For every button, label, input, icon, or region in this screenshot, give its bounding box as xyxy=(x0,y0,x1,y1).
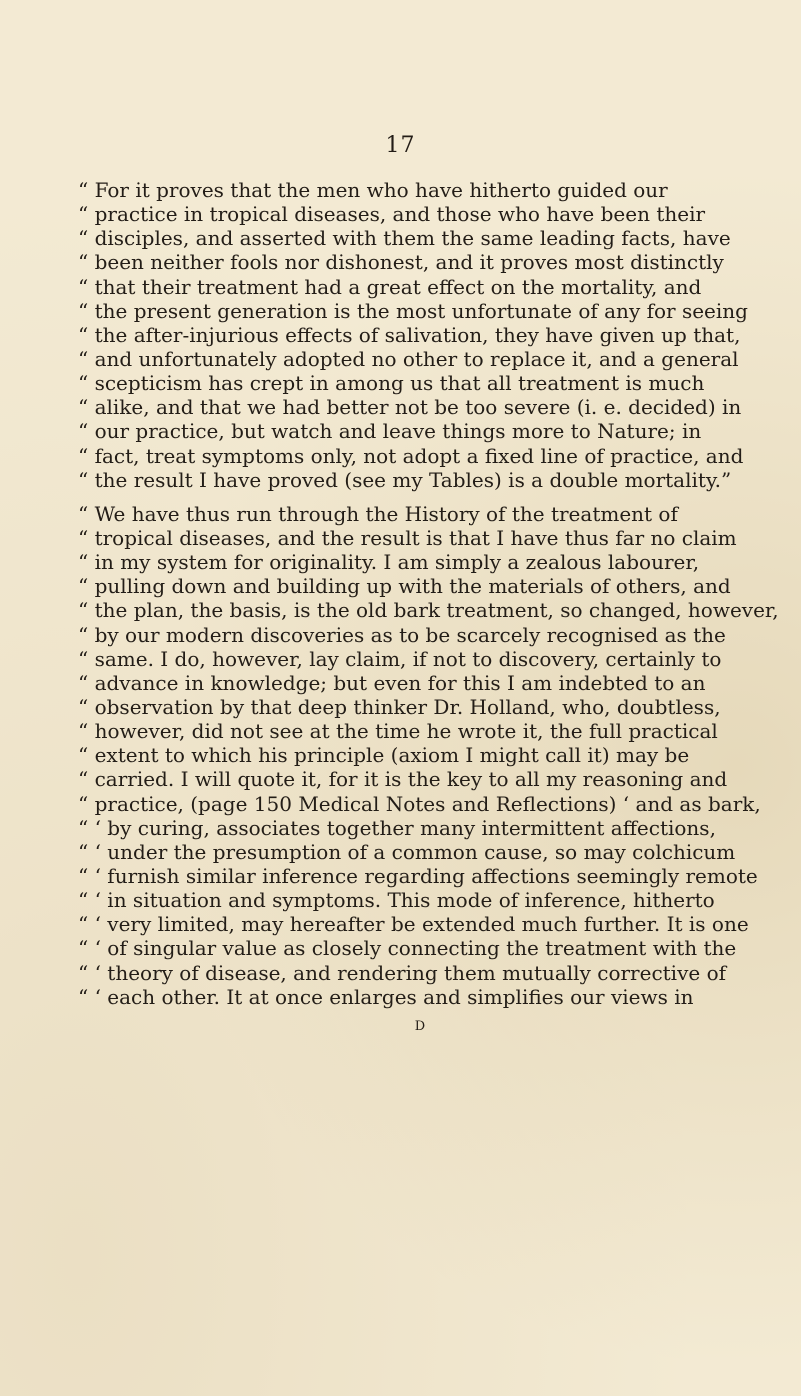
text-line: “ We have thus run through the History of the treatment of xyxy=(78,501,678,526)
text-line: “ the result I have proved (see my Tables) is a double mortality.” xyxy=(78,467,732,492)
text-line: “ ‘ theory of disease, and rendering them mutually corrective of xyxy=(78,960,727,985)
paragraph-2 xyxy=(78,501,779,1009)
text-line: “ ‘ by curing, associates together many intermittent affections, xyxy=(78,815,716,840)
text-line: “ extent to which his principle (axiom I might call it) may be xyxy=(78,743,690,768)
text-line: “ been neither fools nor dishonest, and it proves most distinctly xyxy=(78,250,724,275)
text-line: “ tropical diseases, and the result is that I have thus far no claim xyxy=(78,525,737,550)
text-line: “ the plan, the basis, is the old bark treatment, so changed, however, xyxy=(78,598,779,623)
text-line: “ the present generation is the most unfortunate of any for seeing xyxy=(78,298,748,323)
text-line: “ ‘ in situation and symptoms. This mode of inference, hitherto xyxy=(78,888,715,913)
text-line: “ that their treatment had a great effect on the mortality, and xyxy=(78,274,702,299)
text-line: “ practice, (page 150 Medical Notes and Reflections) ‘ and as bark, xyxy=(78,791,761,816)
text-line: “ the after-injurious effects of salivation, they have given up that, xyxy=(78,322,741,347)
text-line: “ ‘ of singular value as closely connecting the treatment with the xyxy=(78,936,737,961)
body-text xyxy=(78,178,779,1009)
text-line: “ however, did not see at the time he wrote it, the full practical xyxy=(78,719,718,744)
paragraph-1 xyxy=(78,178,748,492)
text-line: “ carried. I will quote it, for it is the key to all my reasoning and xyxy=(78,767,728,792)
text-line: “ and unfortunately adopted no other to replace it, and a general xyxy=(78,346,739,371)
text-line: “ scepticism has crept in among us that all treatment is much xyxy=(78,371,705,396)
text-line: “ in my system for originality. I am simply a zealous labourer, xyxy=(78,550,700,575)
text-line: “ For it proves that the men who have hitherto guided our xyxy=(78,178,668,202)
text-line: “ ‘ very limited, may hereafter be extended much further. It is one xyxy=(78,912,749,937)
paragraph-gap xyxy=(78,492,718,502)
text-line: “ ‘ each other. It at once enlarges and simplifies our views in xyxy=(78,984,694,1009)
text-line: “ by our modern discoveries as to be scarcely recognised as the xyxy=(78,622,726,647)
text-line: “ alike, and that we had better not be too severe (i. e. decided) in xyxy=(78,395,742,420)
text-line: “ our practice, but watch and leave things more to Nature; in xyxy=(78,419,702,444)
text-line: “ advance in knowledge; but even for this I am indebted to an xyxy=(78,670,706,695)
text-line: “ disciples, and asserted with them the same leading facts, have xyxy=(78,226,731,251)
text-line: “ fact, treat symptoms only, not adopt a fixed line of practice, and xyxy=(78,443,744,468)
text-line: “ ‘ under the presumption of a common cause, so may colchicum xyxy=(78,839,736,864)
page-number: 17 xyxy=(385,133,416,158)
text-line: “ ‘ furnish similar inference regarding affections seemingly remote xyxy=(78,863,758,888)
signature-mark: D xyxy=(414,1019,427,1034)
text-line: “ observation by that deep thinker Dr. Holland, who, doubtless, xyxy=(78,694,721,719)
text-line: “ pulling down and building up with the materials of others, and xyxy=(78,574,731,599)
text-line: “ same. I do, however, lay claim, if not to discovery, certainly to xyxy=(78,646,722,671)
text-line: “ practice in tropical diseases, and those who have been their xyxy=(78,202,706,227)
